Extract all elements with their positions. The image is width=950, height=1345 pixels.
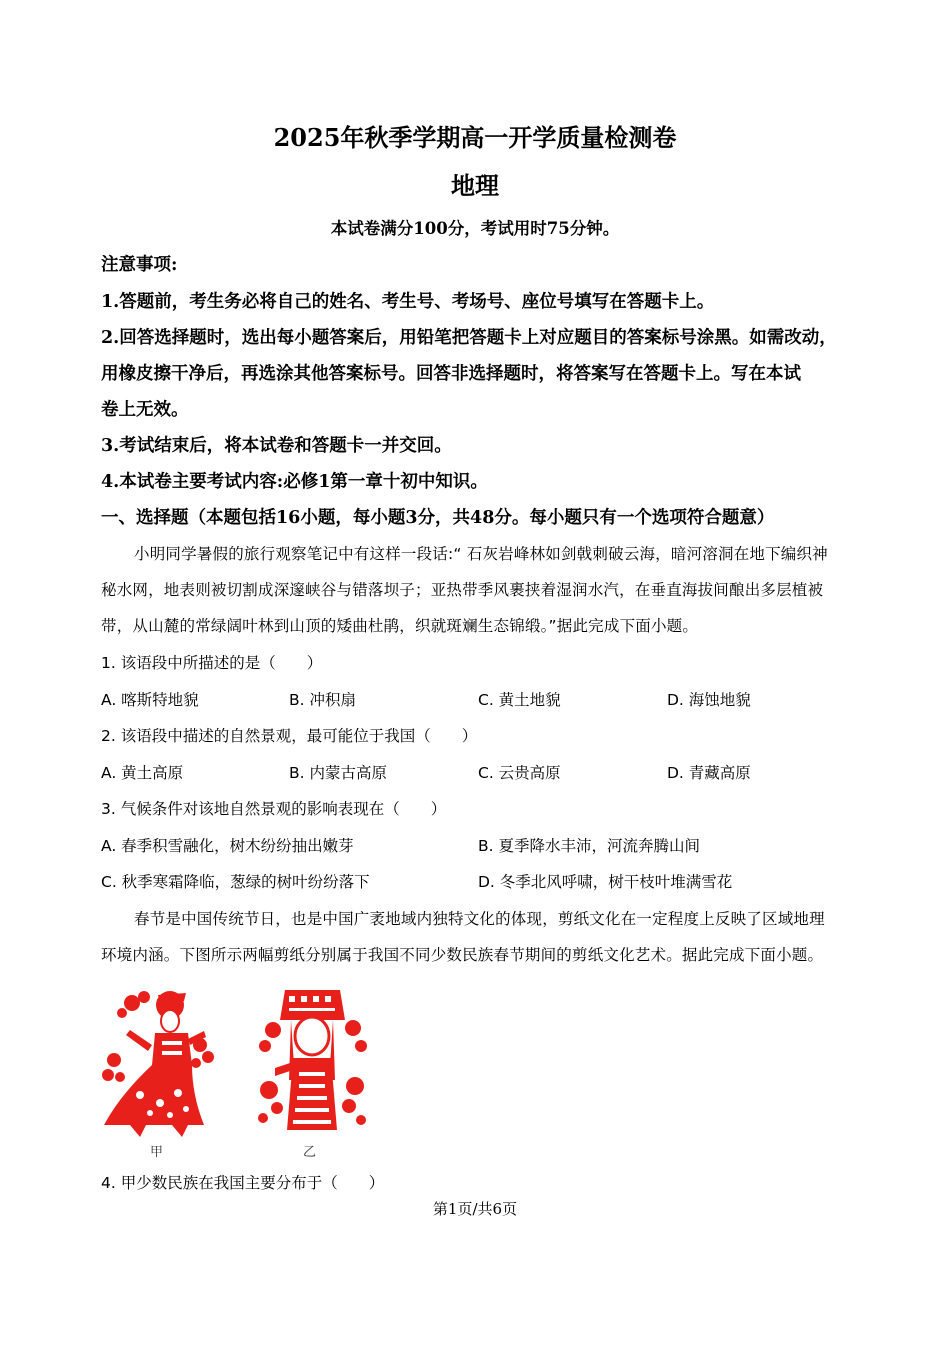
passage-2-line-1: 春节是中国传统节日，也是中国广袤地域内独特文化的体现，剪纸文化在一定程度上反映了区域地理: [134, 910, 825, 928]
passage-1-line-1: 小明同学暑假的旅行观察笔记中有这样一段话:“ 石灰岩峰林如剑戟刺破云海，暗河溶洞在地下编织神: [134, 545, 828, 563]
question-2-option-c: C. 云贵高原: [478, 764, 561, 782]
passage-1-line-2: 秘水网，地表则被切割成深邃峡谷与错落坝子；亚热带季风裹挟着湿润水汽，在垂直海拔间酿出多层植被: [101, 581, 824, 599]
figure-b-label: 乙: [303, 1145, 317, 1160]
papercut-figure-b: [255, 980, 370, 1140]
exam-info: 本试卷满分100分，考试用时75分钟。: [330, 219, 620, 238]
question-1-option-a: A. 喀斯特地貌: [101, 691, 199, 709]
question-3-stem: 3. 气候条件对该地自然景观的影响表现在（ ）: [101, 800, 447, 818]
question-3-option-c: C. 秋季寒霜降临，葱绿的树叶纷纷落下: [101, 873, 370, 891]
question-1-option-c: C. 黄土地貌: [478, 691, 561, 709]
section-heading: 一、选择题（本题包括16小题，每小题3分，共48分。每小题只有一个选项符合题意）: [101, 508, 775, 528]
note-item-2-line-2: 用橡皮擦干净后，再选涂其他答案标号。回答非选择题时，将答案写在答题卡上。写在本试: [101, 364, 801, 384]
subject-title: 地理: [451, 171, 499, 200]
note-item-1: 1.答题前，考生务必将自己的姓名、考生号、考场号、座位号填写在答题卡上。: [101, 292, 715, 312]
note-item-4: 4.本试卷主要考试内容:必修1第一章十初中知识。: [101, 472, 488, 492]
figure-a-label: 甲: [150, 1145, 164, 1160]
note-item-2-line-3: 卷上无效。: [101, 400, 189, 420]
question-2-option-a: A. 黄土高原: [101, 764, 184, 782]
question-2-stem: 2. 该语段中描述的自然景观，最可能位于我国（ ）: [101, 727, 478, 745]
question-1-option-b: B. 冲积扇: [289, 691, 356, 709]
papercut-figure-a: [100, 985, 218, 1140]
question-3-option-a: A. 春季积雪融化，树木纷纷抽出嫩芽: [101, 837, 354, 855]
page-footer: 第1页/共6页: [432, 1200, 518, 1218]
question-2-option-b: B. 内蒙古高原: [289, 764, 387, 782]
question-3-option-b: B. 夏季降水丰沛，河流奔腾山间: [478, 837, 700, 855]
question-2-option-d: D. 青藏高原: [667, 764, 751, 782]
papercut-figure-b-image: [255, 980, 370, 1140]
question-1-stem: 1. 该语段中所描述的是（ ）: [101, 654, 323, 672]
passage-2-line-2: 环境内涵。下图所示两幅剪纸分别属于我国不同少数民族春节期间的剪纸文化艺术。据此完成下面小题。: [101, 946, 824, 964]
notes-heading: 注意事项:: [101, 255, 178, 275]
note-item-3: 3.考试结束后，将本试卷和答题卡一并交回。: [101, 436, 452, 456]
note-item-2-line-1: 2.回答选择题时，选出每小题答案后，用铅笔把答题卡上对应题目的答案标号涂黑。如需改动，: [101, 328, 837, 348]
question-4-stem: 4. 甲少数民族在我国主要分布于（ ）: [101, 1174, 385, 1192]
question-3-option-d: D. 冬季北风呼啸，树干枝叶堆满雪花: [478, 873, 733, 891]
exam-title: 2025年秋季学期高一开学质量检测卷: [273, 123, 677, 152]
question-1-option-d: D. 海蚀地貌: [667, 691, 751, 709]
papercut-figure-a-image: [100, 985, 218, 1140]
passage-1-line-3: 带，从山麓的常绿阔叶林到山顶的矮曲杜鹃，织就斑斓生态锦缎。”据此完成下面小题。: [101, 617, 699, 635]
